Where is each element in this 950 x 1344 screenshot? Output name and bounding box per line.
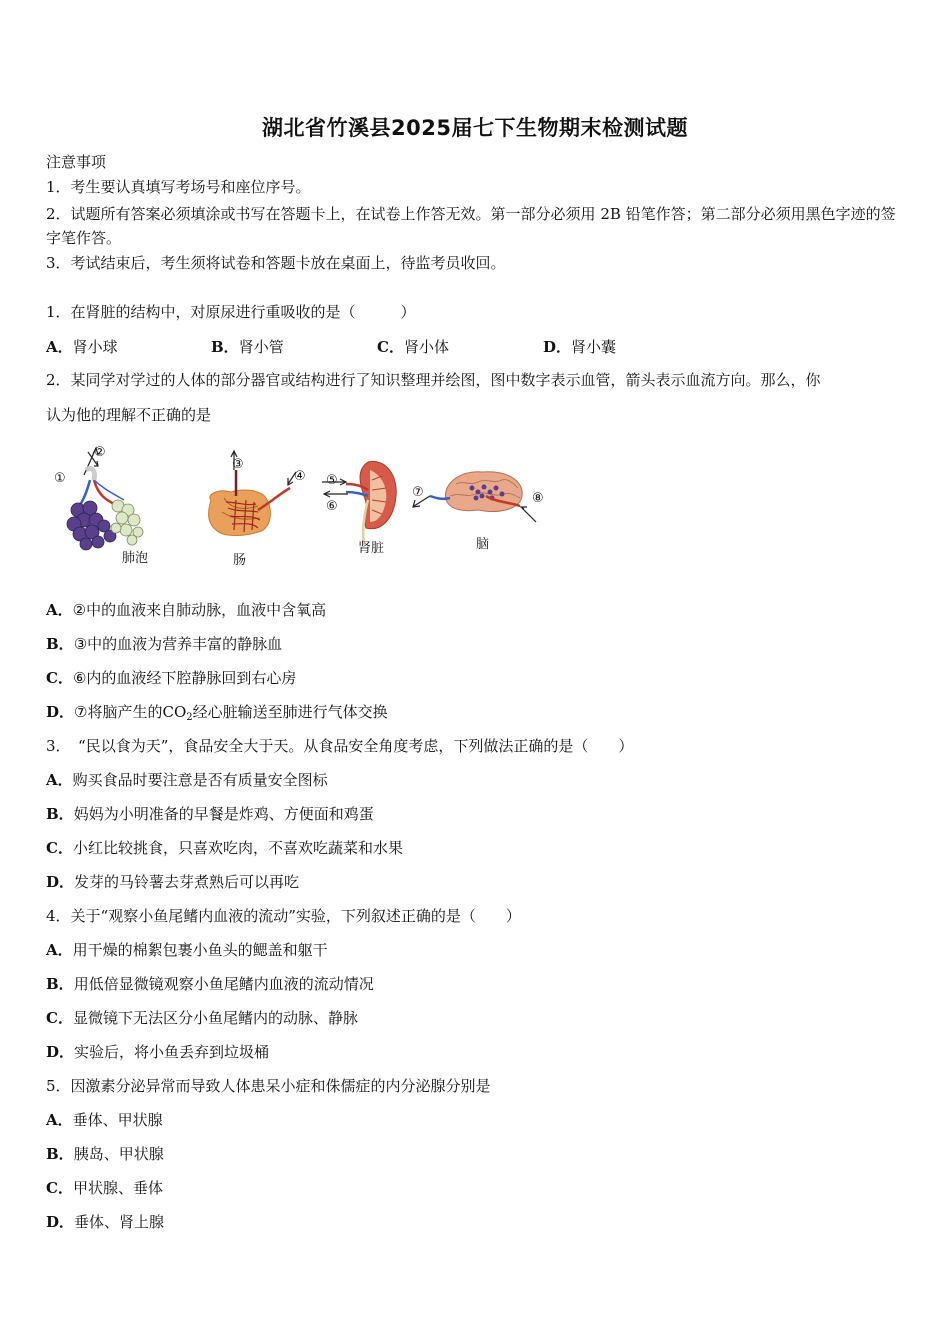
option-text: 妈妈为小明准备的早餐是炸鸡、方便面和鸡蛋 [73, 805, 374, 823]
notice-item-3: 3．考试结束后，考生须将试卷和答题卡放在桌面上，待监考员收回。 [46, 254, 506, 272]
option-text: 肾小体 [403, 338, 449, 356]
option-text: ⑥内的血液经下腔静脉回到右心房 [72, 669, 297, 687]
q2-option-a[interactable] [46, 600, 326, 620]
caption-intestine: 肠 [233, 553, 247, 568]
figure-label-7: ⑦ [412, 485, 424, 500]
figure-label-6: ⑥ [326, 499, 338, 514]
q4-option-b[interactable] [46, 974, 374, 994]
figure-label-8: ⑧ [532, 491, 544, 506]
q3-option-b[interactable] [46, 804, 374, 824]
option-letter: A． [46, 1111, 73, 1129]
q1-stem: 1．在肾脏的结构中，对原尿进行重吸收的是（ ） [46, 303, 416, 321]
option-text-tail: 经心脏输送至肺进行气体交换 [192, 703, 388, 721]
option-letter: C． [377, 338, 404, 356]
option-letter: A． [46, 941, 73, 959]
option-letter: D． [543, 338, 572, 356]
option-text: 实验后，将小鱼丢弃到垃圾桶 [74, 1043, 270, 1061]
option-letter: C． [46, 839, 73, 857]
q4-stem: 4．关于“观察小鱼尾鳍内血液的流动”实验，下列叙述正确的是（ ） [46, 907, 521, 925]
q3-option-a[interactable] [46, 770, 328, 790]
caption-brain: 脑 [476, 537, 490, 552]
q4-option-c[interactable] [46, 1008, 358, 1028]
notice-item-1: 1．考生要认真填写考场号和座位序号。 [46, 178, 311, 196]
option-text: 肾小囊 [571, 338, 617, 356]
page-title: 湖北省竹溪县2025届七下生物期末检测试题 [262, 116, 688, 140]
option-text: 发芽的马铃薯去芽煮熟后可以再吃 [74, 873, 300, 891]
option-text: 肾小管 [238, 338, 284, 356]
q2-option-b[interactable] [46, 634, 282, 654]
q4-option-a[interactable] [46, 940, 328, 960]
option-letter: B． [46, 635, 74, 653]
q2-option-d[interactable] [46, 702, 388, 728]
option-letter: D． [46, 1213, 75, 1231]
figure-label-3: ③ [232, 457, 244, 472]
option-letter: B． [46, 805, 74, 823]
intestine-illustration [209, 451, 296, 536]
option-text: 用低倍显微镜观察小鱼尾鳍内血液的流动情况 [73, 975, 374, 993]
option-text: 显微镜下无法区分小鱼尾鳍内的动脉、静脉 [72, 1009, 358, 1027]
q5-stem: 5．因激素分泌异常而导致人体患呆小症和侏儒症的内分泌腺分别是 [46, 1077, 491, 1095]
notice-item-2: 2．试题所有答案必须填涂或书写在答题卡上，在试卷上作答无效。第一部分必须用 2B 铅笔作答；第二部分必须用黑色字迹的签字笔作答。 [46, 205, 896, 247]
option-text: ②中的血液来自肺动脉，血液中含氧高 [72, 601, 327, 619]
option-letter: A． [46, 771, 73, 789]
q4-option-d[interactable] [46, 1042, 269, 1062]
notice-heading: 注意事项 [46, 153, 107, 171]
q5-option-d[interactable] [46, 1212, 164, 1232]
q1-option-b[interactable] [211, 336, 284, 357]
q3-option-c[interactable] [46, 838, 403, 858]
option-text: 垂体、肾上腺 [74, 1213, 165, 1231]
caption-kidney: 肾脏 [358, 541, 385, 556]
q1-option-c[interactable] [377, 336, 449, 357]
option-letter: A． [46, 601, 73, 619]
q1-option-a[interactable] [46, 336, 118, 357]
option-text: ③中的血液为营养丰富的静脉血 [73, 635, 283, 653]
option-letter: D． [46, 703, 75, 721]
option-text: ⑦将脑产生的CO [74, 703, 187, 721]
figure-label-1: ① [54, 471, 66, 486]
figure-label-2: ② [94, 445, 106, 460]
option-text: 甲状腺、垂体 [72, 1179, 163, 1197]
q3-option-d[interactable] [46, 872, 299, 892]
option-letter: D． [46, 1043, 75, 1061]
option-letter: B． [46, 975, 74, 993]
q5-option-c[interactable] [46, 1178, 163, 1198]
option-text: 垂体、甲状腺 [72, 1111, 163, 1129]
caption-alveoli: 肺泡 [122, 551, 149, 566]
alveoli-illustration [67, 448, 143, 550]
option-text: 小红比较挑食，只喜欢吃肉，不喜欢吃蔬菜和水果 [72, 839, 403, 857]
q2-figure [46, 440, 566, 580]
option-text: 胰岛、甲状腺 [73, 1145, 164, 1163]
option-letter: B． [46, 1145, 74, 1163]
option-text: 购买食品时要注意是否有质量安全图标 [72, 771, 328, 789]
option-text: 用干燥的棉絮包裹小鱼头的鳃盖和躯干 [72, 941, 328, 959]
option-letter: C． [46, 1179, 73, 1197]
q2-stem-line2: 认为他的理解不正确的是 [46, 406, 212, 424]
option-subscript: 2 [186, 712, 193, 723]
option-letter: A． [46, 338, 73, 356]
q2-option-c[interactable] [46, 668, 296, 688]
option-text: 肾小球 [72, 338, 118, 356]
q3-stem: 3． “民以食为天”，食品安全大于天。从食品安全角度考虑，下列做法正确的是（ ） [46, 737, 634, 755]
q2-stem-line1: 2．某同学对学过的人体的部分器官或结构进行了知识整理并绘图，图中数字表示血管，箭头表示血流方向。那么，你 [46, 371, 821, 389]
option-letter: C． [46, 669, 73, 687]
option-letter: D． [46, 873, 75, 891]
figure-label-4: ④ [294, 469, 306, 484]
option-letter: B． [211, 338, 239, 356]
q5-option-b[interactable] [46, 1144, 164, 1164]
option-letter: C． [46, 1009, 73, 1027]
q5-option-a[interactable] [46, 1110, 163, 1130]
figure-label-5: ⑤ [326, 473, 338, 488]
q1-option-d[interactable] [543, 336, 616, 357]
brain-illustration [413, 472, 536, 522]
